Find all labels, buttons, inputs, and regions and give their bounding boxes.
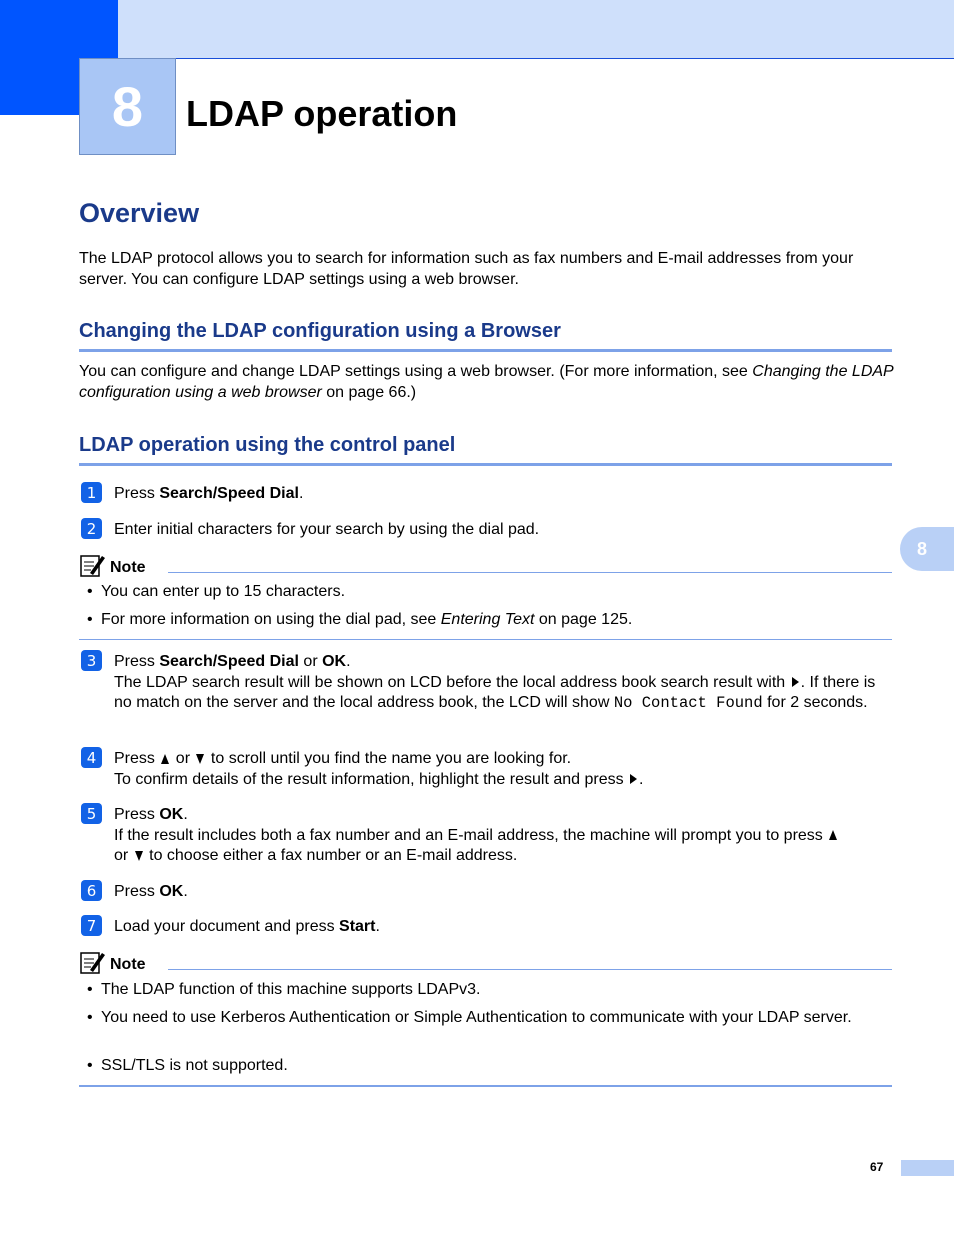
chapter-number-box: 8 (79, 58, 176, 155)
note-end-rule (79, 639, 892, 640)
section-rule (79, 349, 892, 352)
step-number-badge: 6 (81, 880, 102, 901)
overview-heading: Overview (79, 198, 200, 228)
step-3-text: Press Search/Speed Dial or OK. The LDAP search result will be shown on LCD before the local address book search result with . If there is no match on the server and the local address book, the LCD will show No Contact Found for 2 seconds. (114, 653, 876, 712)
note-pencil-icon (80, 950, 106, 976)
step-1-text: Press Search/Speed Dial. (114, 485, 304, 502)
note-bullet: • SSL/TLS is not supported. (87, 1057, 288, 1074)
panel-section-heading: LDAP operation using the control panel (79, 434, 456, 456)
right-arrow-icon (792, 677, 799, 687)
up-arrow-icon (161, 754, 169, 764)
step-number-badge: 4 (81, 747, 102, 768)
chapter-side-tab: 8 (900, 527, 954, 571)
note-label: Note (110, 559, 146, 576)
page-number: 67 (870, 1160, 884, 1174)
right-arrow-icon (630, 774, 637, 784)
note-bullet: • You need to use Kerberos Authentication or Simple Authentication to communicate with your LDAP server. (87, 1009, 852, 1026)
up-arrow-icon (829, 830, 837, 840)
step-4-text: Press or to scroll until you find the name you are looking for. To confirm details of the result information, highlight the result and press . (114, 750, 644, 788)
browser-section-heading: Changing the LDAP configuration using a Browser (79, 320, 561, 342)
step-7-text: Load your document and press Start. (114, 918, 380, 935)
note-bullet: • You can enter up to 15 characters. (87, 583, 346, 600)
down-arrow-icon (135, 851, 143, 861)
note-end-rule (79, 1085, 892, 1087)
note-bullet: • The LDAP function of this machine supports LDAPv3. (87, 981, 481, 998)
step-number-badge: 5 (81, 803, 102, 824)
section-rule (79, 463, 892, 466)
step-5-text: Press OK. If the result includes both a fax number and an E-mail address, the machine will prompt you to press or to choose either a fax number or an E-mail address. (114, 805, 894, 867)
note-pencil-icon (80, 553, 106, 579)
step-number-badge: 1 (81, 482, 102, 503)
page-number-bar (901, 1160, 954, 1176)
lcd-message: No Contact Found (613, 694, 763, 712)
browser-section-text: You can configure and change LDAP settings using a web browser. (For more information, see Changing the LDAP configuration using a web browser on page 66.) (79, 363, 894, 401)
note-rule (168, 572, 892, 573)
step-number-badge: 2 (81, 518, 102, 539)
header-band (0, 0, 954, 59)
step-2-text: Enter initial characters for your search by using the dial pad. (114, 521, 540, 538)
step-number-badge: 7 (81, 915, 102, 936)
step-6-text: Press OK. (114, 883, 188, 900)
browser-section-link-text: Changing the LDAP configuration using a web browser (79, 363, 894, 401)
note-label: Note (110, 956, 146, 973)
note-bullet: • For more information on using the dial pad, see Entering Text on page 125. (87, 611, 633, 628)
note-rule (168, 969, 892, 970)
overview-text: The LDAP protocol allows you to search for information such as fax numbers and E-mail addresses from your server. You can configure LDAP settings using a web browser. (79, 250, 854, 288)
step-number-badge: 3 (81, 650, 102, 671)
chapter-title: LDAP operation (186, 93, 458, 134)
down-arrow-icon (196, 754, 204, 764)
